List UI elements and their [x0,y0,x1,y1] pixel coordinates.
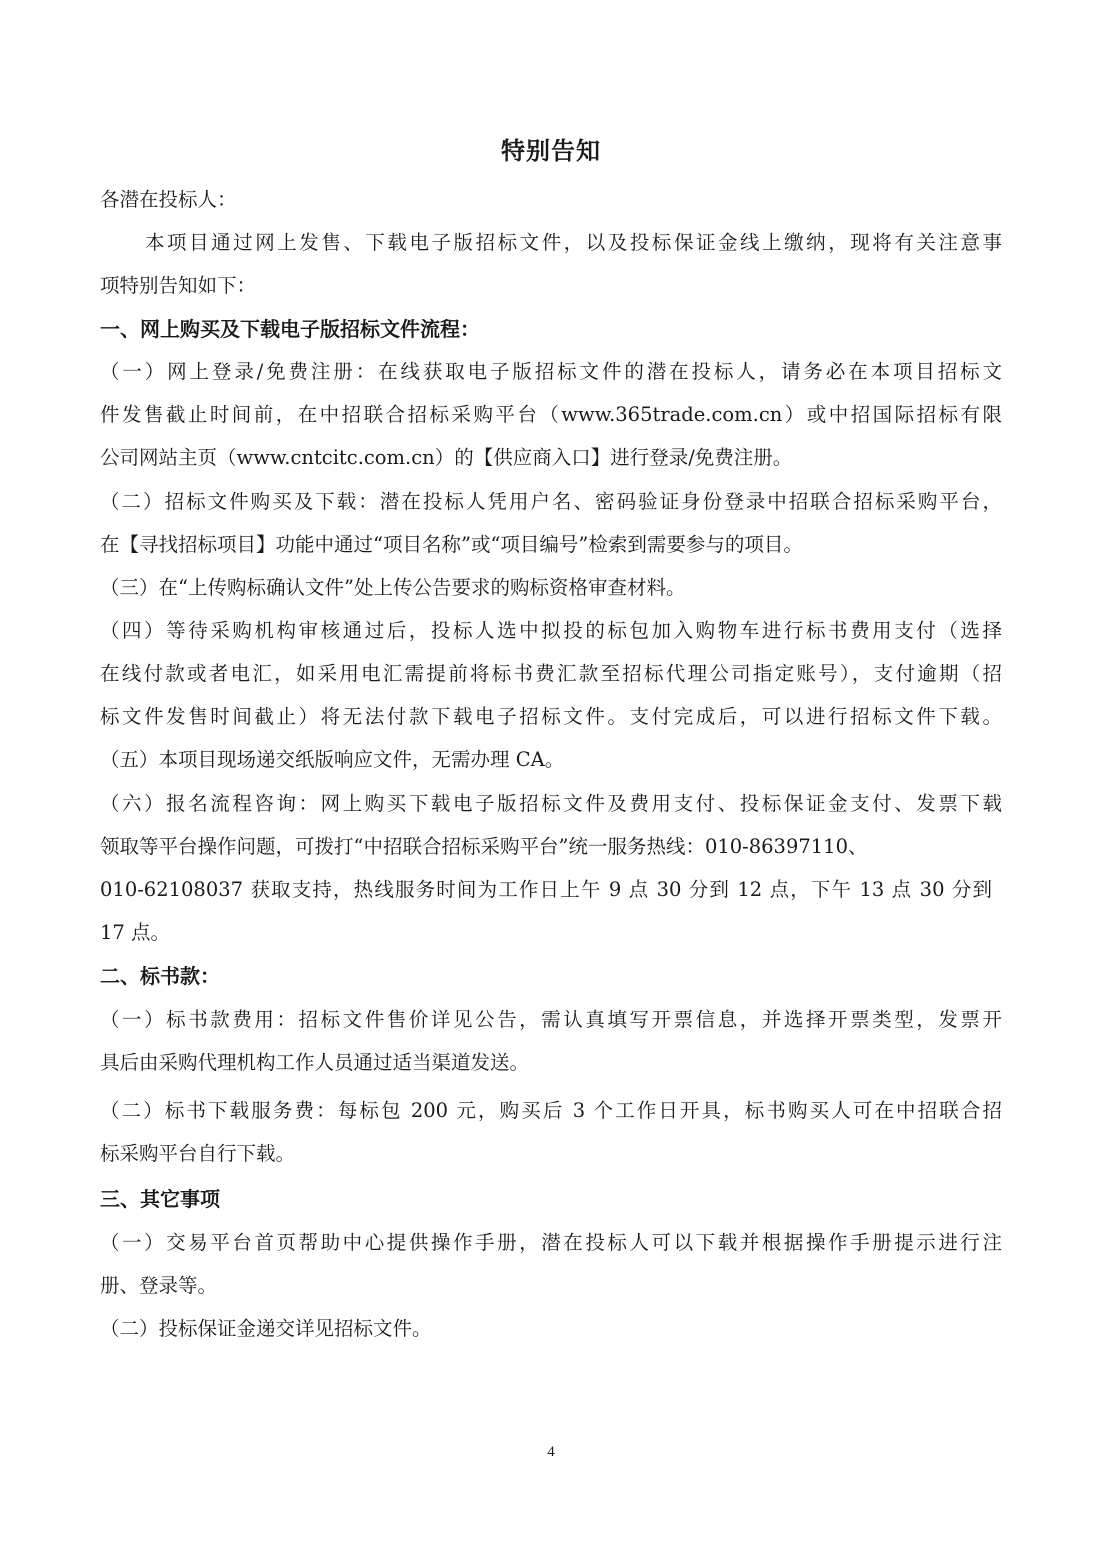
paragraph-line: 具后由采购代理机构工作人员通过适当渠道发送。 [100,1051,530,1074]
paragraph-line: （六）报名流程咨询：网上购买下载电子版招标文件及费用支付、投标保证金支付、发票下载 [100,792,1002,815]
salutation: 各潜在投标人： [100,188,237,211]
paragraph-line: （一）交易平台首页帮助中心提供操作手册，潜在投标人可以下载并根据操作手册提示进行注 [100,1231,1002,1254]
section-heading: 二、标书款： [100,964,220,988]
paragraph-line: 册、登录等。 [100,1274,218,1297]
paragraph-line: （三）在“上传购标确认文件”处上传公告要求的购标资格审查材料。 [100,576,686,599]
paragraph-line: （二）招标文件购买及下载：潜在投标人凭用户名、密码验证身份登录中招联合招标采购平台， [100,490,1002,513]
paragraph-line: 010-62108037 获取支持，热线服务时间为工作日上午 9 点 30 分到 12 点，下午 13 点 30 分到 [100,878,992,901]
paragraph-line: 公司网站主页（www.cntcitc.com.cn）的【供应商入口】进行登录/免费注册。 [100,446,793,469]
paragraph-line: （四）等待采购机构审核通过后，投标人选中拟投的标包加入购物车进行标书费用支付（选择 [100,619,1002,642]
paragraph-line: （二）投标保证金递交详见招标文件。 [100,1317,432,1340]
paragraph-line: （一）标书款费用：招标文件售价详见公告，需认真填写开票信息，并选择开票类型，发票开 [100,1008,1002,1031]
paragraph-line: 17 点。 [100,921,171,944]
paragraph-line: （五）本项目现场递交纸版响应文件，无需办理 CA。 [100,748,565,771]
document-title: 特别告知 [501,137,601,165]
paragraph-line: 标采购平台自行下载。 [100,1142,296,1165]
paragraph-line: （一）网上登录/免费注册：在线获取电子版招标文件的潜在投标人，请务必在本项目招标文 [100,360,1002,383]
paragraph-line: 标文件发售时间截止）将无法付款下载电子招标文件。支付完成后，可以进行招标文件下载。 [100,705,1002,728]
section-heading: 一、网上购买及下载电子版招标文件流程： [100,317,480,341]
page-number: 4 [547,1444,555,1460]
paragraph-line: （二）标书下载服务费：每标包 200 元，购买后 3 个工作日开具，标书购买人可在中招联合招 [100,1099,1002,1122]
paragraph-line: 领取等平台操作问题，可拨打“中招联合招标采购平台”统一服务热线：010-86397110、 [100,835,868,858]
section-heading: 三、其它事项 [100,1187,220,1211]
intro-line: 项特别告知如下： [100,274,257,297]
paragraph-line: 在【寻找招标项目】功能中通过“项目名称”或“项目编号”检索到需要参与的项目。 [100,533,803,556]
paragraph-line: 件发售截止时间前，在中招联合招标采购平台（www.365trade.com.cn）或中招国际招标有限 [100,403,1002,426]
paragraph-line: 在线付款或者电汇，如采用电汇需提前将标书费汇款至招标代理公司指定账号），支付逾期（招 [100,662,1002,685]
intro-line: 本项目通过网上发售、下载电子版招标文件，以及投标保证金线上缴纳，现将有关注意事 [145,231,1002,254]
